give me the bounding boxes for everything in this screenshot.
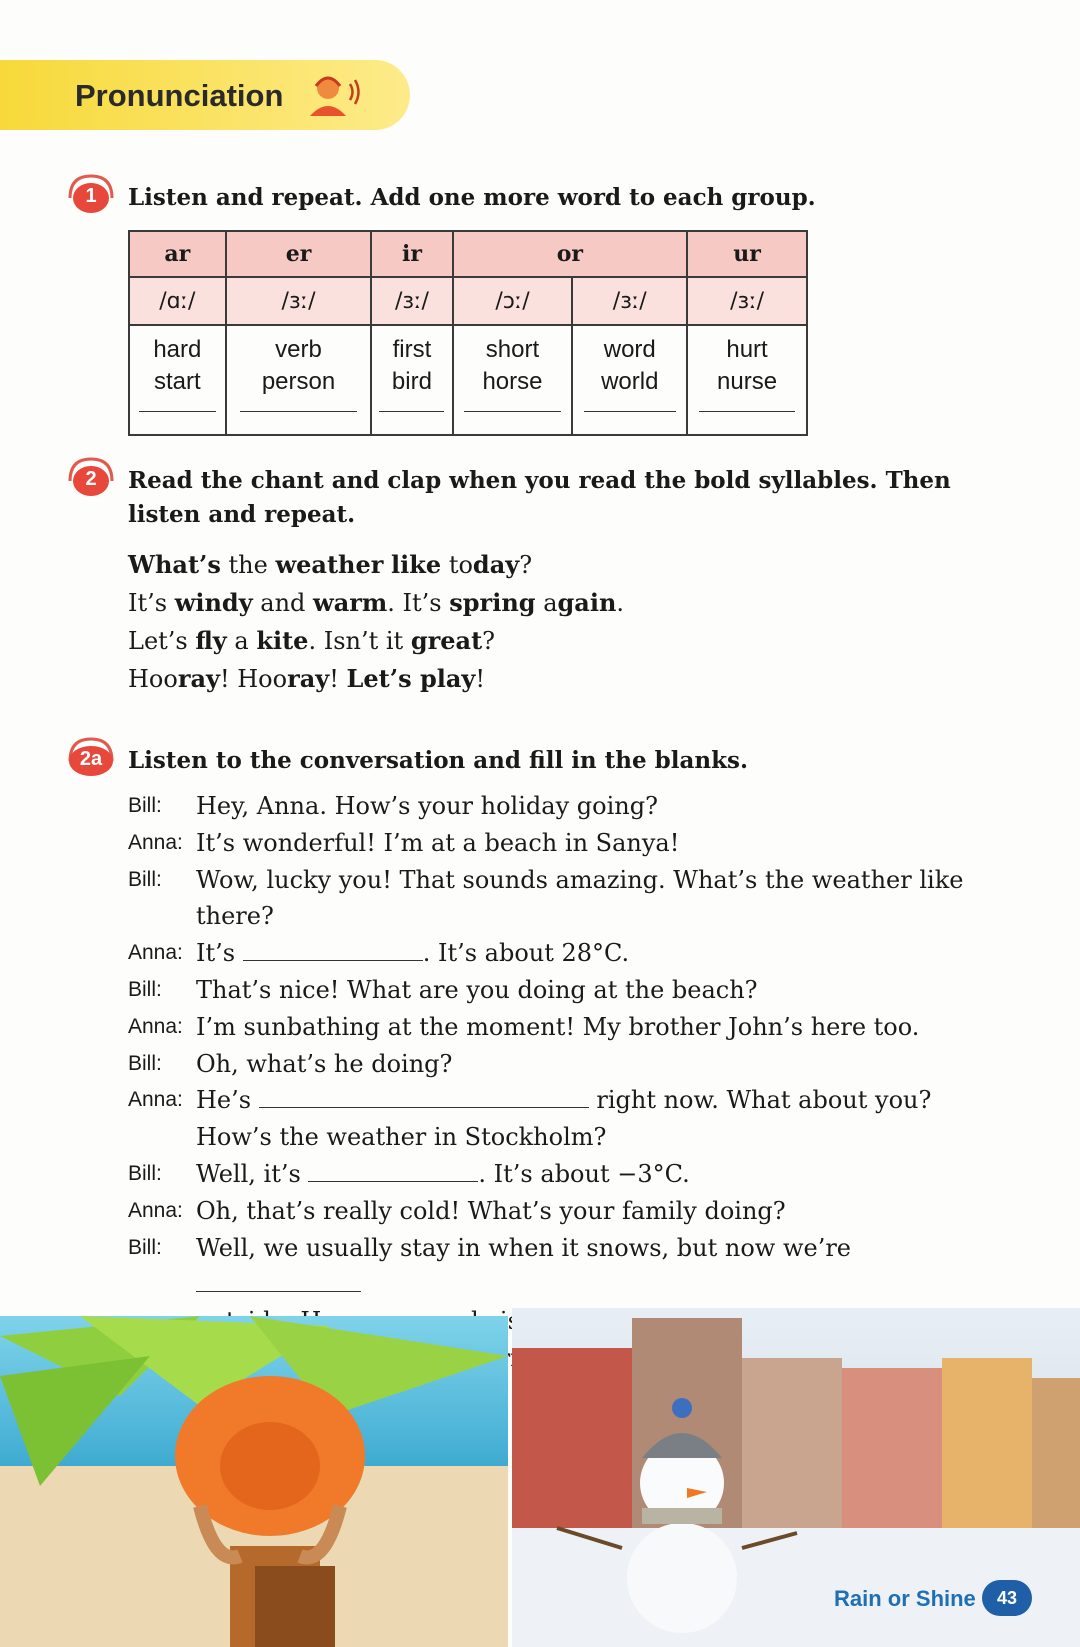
utterance-text: Well, we usually stay in when it snows, but now we’re	[196, 1233, 851, 1262]
word-cell	[453, 325, 573, 435]
chant-text-segment: It’s	[128, 589, 175, 617]
exercise-instruction: Read the chant and clap when you read the bold syllables. Then listen and repeat.	[128, 467, 951, 528]
chant-text-segment: . Isn’t it	[308, 627, 411, 655]
word: start	[154, 368, 201, 395]
word: world	[601, 368, 659, 395]
table-header: ir	[371, 231, 452, 277]
chant-text	[128, 546, 624, 698]
utterance-text: Well, it’s	[196, 1159, 309, 1188]
utterance	[196, 1230, 968, 1304]
chant-text-segment: a	[226, 627, 257, 655]
chant-text-segment: a	[535, 589, 558, 617]
word: hurt	[726, 336, 768, 363]
answer-blank[interactable]	[699, 410, 796, 412]
utterance: Hey, Anna. How’s your holiday going?	[196, 792, 658, 820]
word: hard	[153, 336, 202, 363]
word: person	[261, 368, 336, 395]
bold-syllable: kite	[256, 626, 309, 655]
bold-syllable: windy	[174, 588, 253, 617]
bold-syllable: like	[391, 550, 442, 579]
dialogue-line	[128, 788, 968, 825]
chant-line	[128, 584, 624, 622]
fill-in-blank[interactable]	[243, 938, 423, 961]
dialogue-line	[128, 1119, 968, 1156]
chant-text-segment: Let’s	[128, 627, 196, 655]
chant-text-segment: .	[616, 589, 625, 617]
dialogue-line	[128, 935, 968, 972]
utterance	[196, 935, 968, 972]
bold-syllable: fly	[195, 626, 227, 655]
speaker-label: Bill:	[128, 1051, 162, 1075]
dialogue-line	[128, 825, 968, 862]
fill-in-blank[interactable]	[308, 1159, 478, 1182]
dialogue-line	[128, 1230, 968, 1304]
speaker-label: Bill:	[128, 867, 162, 891]
exercise-instruction: Listen to the conversation and fill in the blanks.	[128, 747, 748, 774]
utterance-text: . It’s about 28°C.	[422, 939, 630, 968]
chant-text-segment	[383, 551, 391, 579]
ipa-cell: /ɔː/	[453, 277, 573, 325]
utterance: I’m sunbathing at the moment! My brother John’s here too.	[196, 1012, 920, 1041]
word-cell	[226, 325, 372, 435]
table-header: or	[453, 231, 688, 277]
utterance: Oh, that’s really cold! What’s your family doing?	[196, 1196, 786, 1225]
ipa-cell: /ɑː/	[129, 277, 226, 325]
utterance-text: He’s	[196, 1086, 259, 1115]
section-title: Pronunciation	[75, 78, 284, 113]
chant-text-segment: the	[220, 551, 276, 579]
bold-syllable: day	[472, 550, 520, 579]
speaker-label: Anna:	[128, 941, 183, 965]
chant-text-segment: !	[475, 665, 486, 693]
chant-text-segment: ?	[482, 627, 496, 655]
utterance: It’s wonderful! I’m at a beach in Sanya!	[196, 828, 680, 857]
word-cell	[687, 325, 807, 435]
speaker-label: Bill:	[128, 977, 162, 1001]
speaker-label	[128, 1119, 196, 1156]
conversation	[128, 788, 968, 1377]
chant-text-segment: . It’s	[387, 589, 450, 617]
chant-text-segment: !	[329, 665, 347, 693]
bold-syllable: gain	[557, 588, 617, 617]
bold-syllable: weather	[275, 550, 384, 579]
chant-text-segment: ?	[519, 551, 533, 579]
word: word	[603, 336, 656, 363]
speaker-label: Bill:	[128, 794, 162, 817]
dialogue-line	[128, 862, 968, 936]
utterance: That’s nice! What are you doing at the beach?	[196, 975, 758, 1004]
answer-blank[interactable]	[584, 410, 676, 412]
pronunciation-table	[128, 230, 808, 436]
chant-text-segment: and	[252, 589, 314, 617]
speaker-label: Anna:	[128, 1014, 183, 1038]
utterance: Wow, lucky you! That sounds amazing. What’s the weather like there?	[196, 865, 964, 931]
exercise-instruction: Listen and repeat. Add one more word to each group.	[128, 184, 816, 211]
unit-label: Rain or Shine	[834, 1586, 976, 1611]
word: short	[485, 336, 540, 363]
ipa-cell: /ɜː/	[226, 277, 372, 325]
exercise-number: 2	[85, 468, 97, 490]
word: bird	[391, 368, 432, 395]
beach-photo	[0, 1316, 508, 1647]
chant-line	[128, 660, 624, 698]
speaker-label: Anna:	[128, 830, 183, 854]
answer-blank[interactable]	[240, 410, 358, 412]
exercise-number: 2a	[79, 748, 103, 770]
exercise-number: 1	[85, 185, 97, 207]
utterance-text: . It’s about −3°C.	[478, 1159, 690, 1188]
ipa-cell: /ɜː/	[572, 277, 687, 325]
speaker-label: Anna:	[128, 1088, 183, 1112]
answer-blank[interactable]	[464, 410, 561, 412]
chant-text-segment: to	[441, 551, 473, 579]
fill-in-blank[interactable]	[259, 1085, 589, 1108]
word: first	[392, 336, 432, 363]
utterance-text: right now. What about you?	[588, 1086, 932, 1115]
dialogue-line	[128, 972, 968, 1009]
table-header: ar	[129, 231, 226, 277]
bold-syllable: warm	[313, 588, 388, 617]
bold-syllable: Let’s play	[346, 664, 476, 693]
chant-line	[128, 546, 624, 584]
word: nurse	[717, 368, 778, 395]
dialogue-line	[128, 1082, 968, 1119]
table-header: er	[226, 231, 372, 277]
table-header: ur	[687, 231, 807, 277]
answer-blank[interactable]	[139, 410, 217, 412]
ipa-cell: /ɜː/	[687, 277, 807, 325]
chant-text-segment: Hoo	[128, 665, 178, 693]
speaker-label: Anna:	[128, 1198, 183, 1222]
page-number: 43	[982, 1580, 1032, 1616]
utterance: How’s the weather in Stockholm?	[196, 1123, 607, 1152]
fill-in-blank[interactable]	[196, 1269, 361, 1292]
word-cell	[371, 325, 452, 435]
listening-person-icon	[306, 70, 366, 120]
speaker-label: Bill:	[128, 1161, 162, 1185]
chant-text-segment: ! Hoo	[219, 665, 288, 693]
bold-syllable: ray	[177, 664, 220, 693]
bold-syllable: ray	[287, 664, 330, 693]
utterance: Oh, what’s he doing?	[196, 1049, 453, 1078]
utterance-text: It’s	[196, 939, 243, 968]
dialogue-line	[128, 1156, 968, 1193]
utterance	[196, 1156, 968, 1193]
chant-line	[128, 622, 624, 660]
bold-syllable: spring	[449, 588, 536, 617]
bold-syllable: What’s	[128, 550, 221, 579]
dialogue-line	[128, 1009, 968, 1046]
bold-syllable: great	[410, 626, 483, 655]
speaker-label: Bill:	[128, 1235, 162, 1259]
word-cell	[129, 325, 226, 435]
utterance	[196, 1082, 968, 1119]
ipa-cell: /ɜː/	[371, 277, 452, 325]
word-cell	[572, 325, 687, 435]
word: horse	[482, 368, 543, 395]
answer-blank[interactable]	[379, 410, 444, 412]
dialogue-line	[128, 1046, 968, 1083]
word: verb	[275, 336, 322, 363]
dialogue-line	[128, 1193, 968, 1230]
